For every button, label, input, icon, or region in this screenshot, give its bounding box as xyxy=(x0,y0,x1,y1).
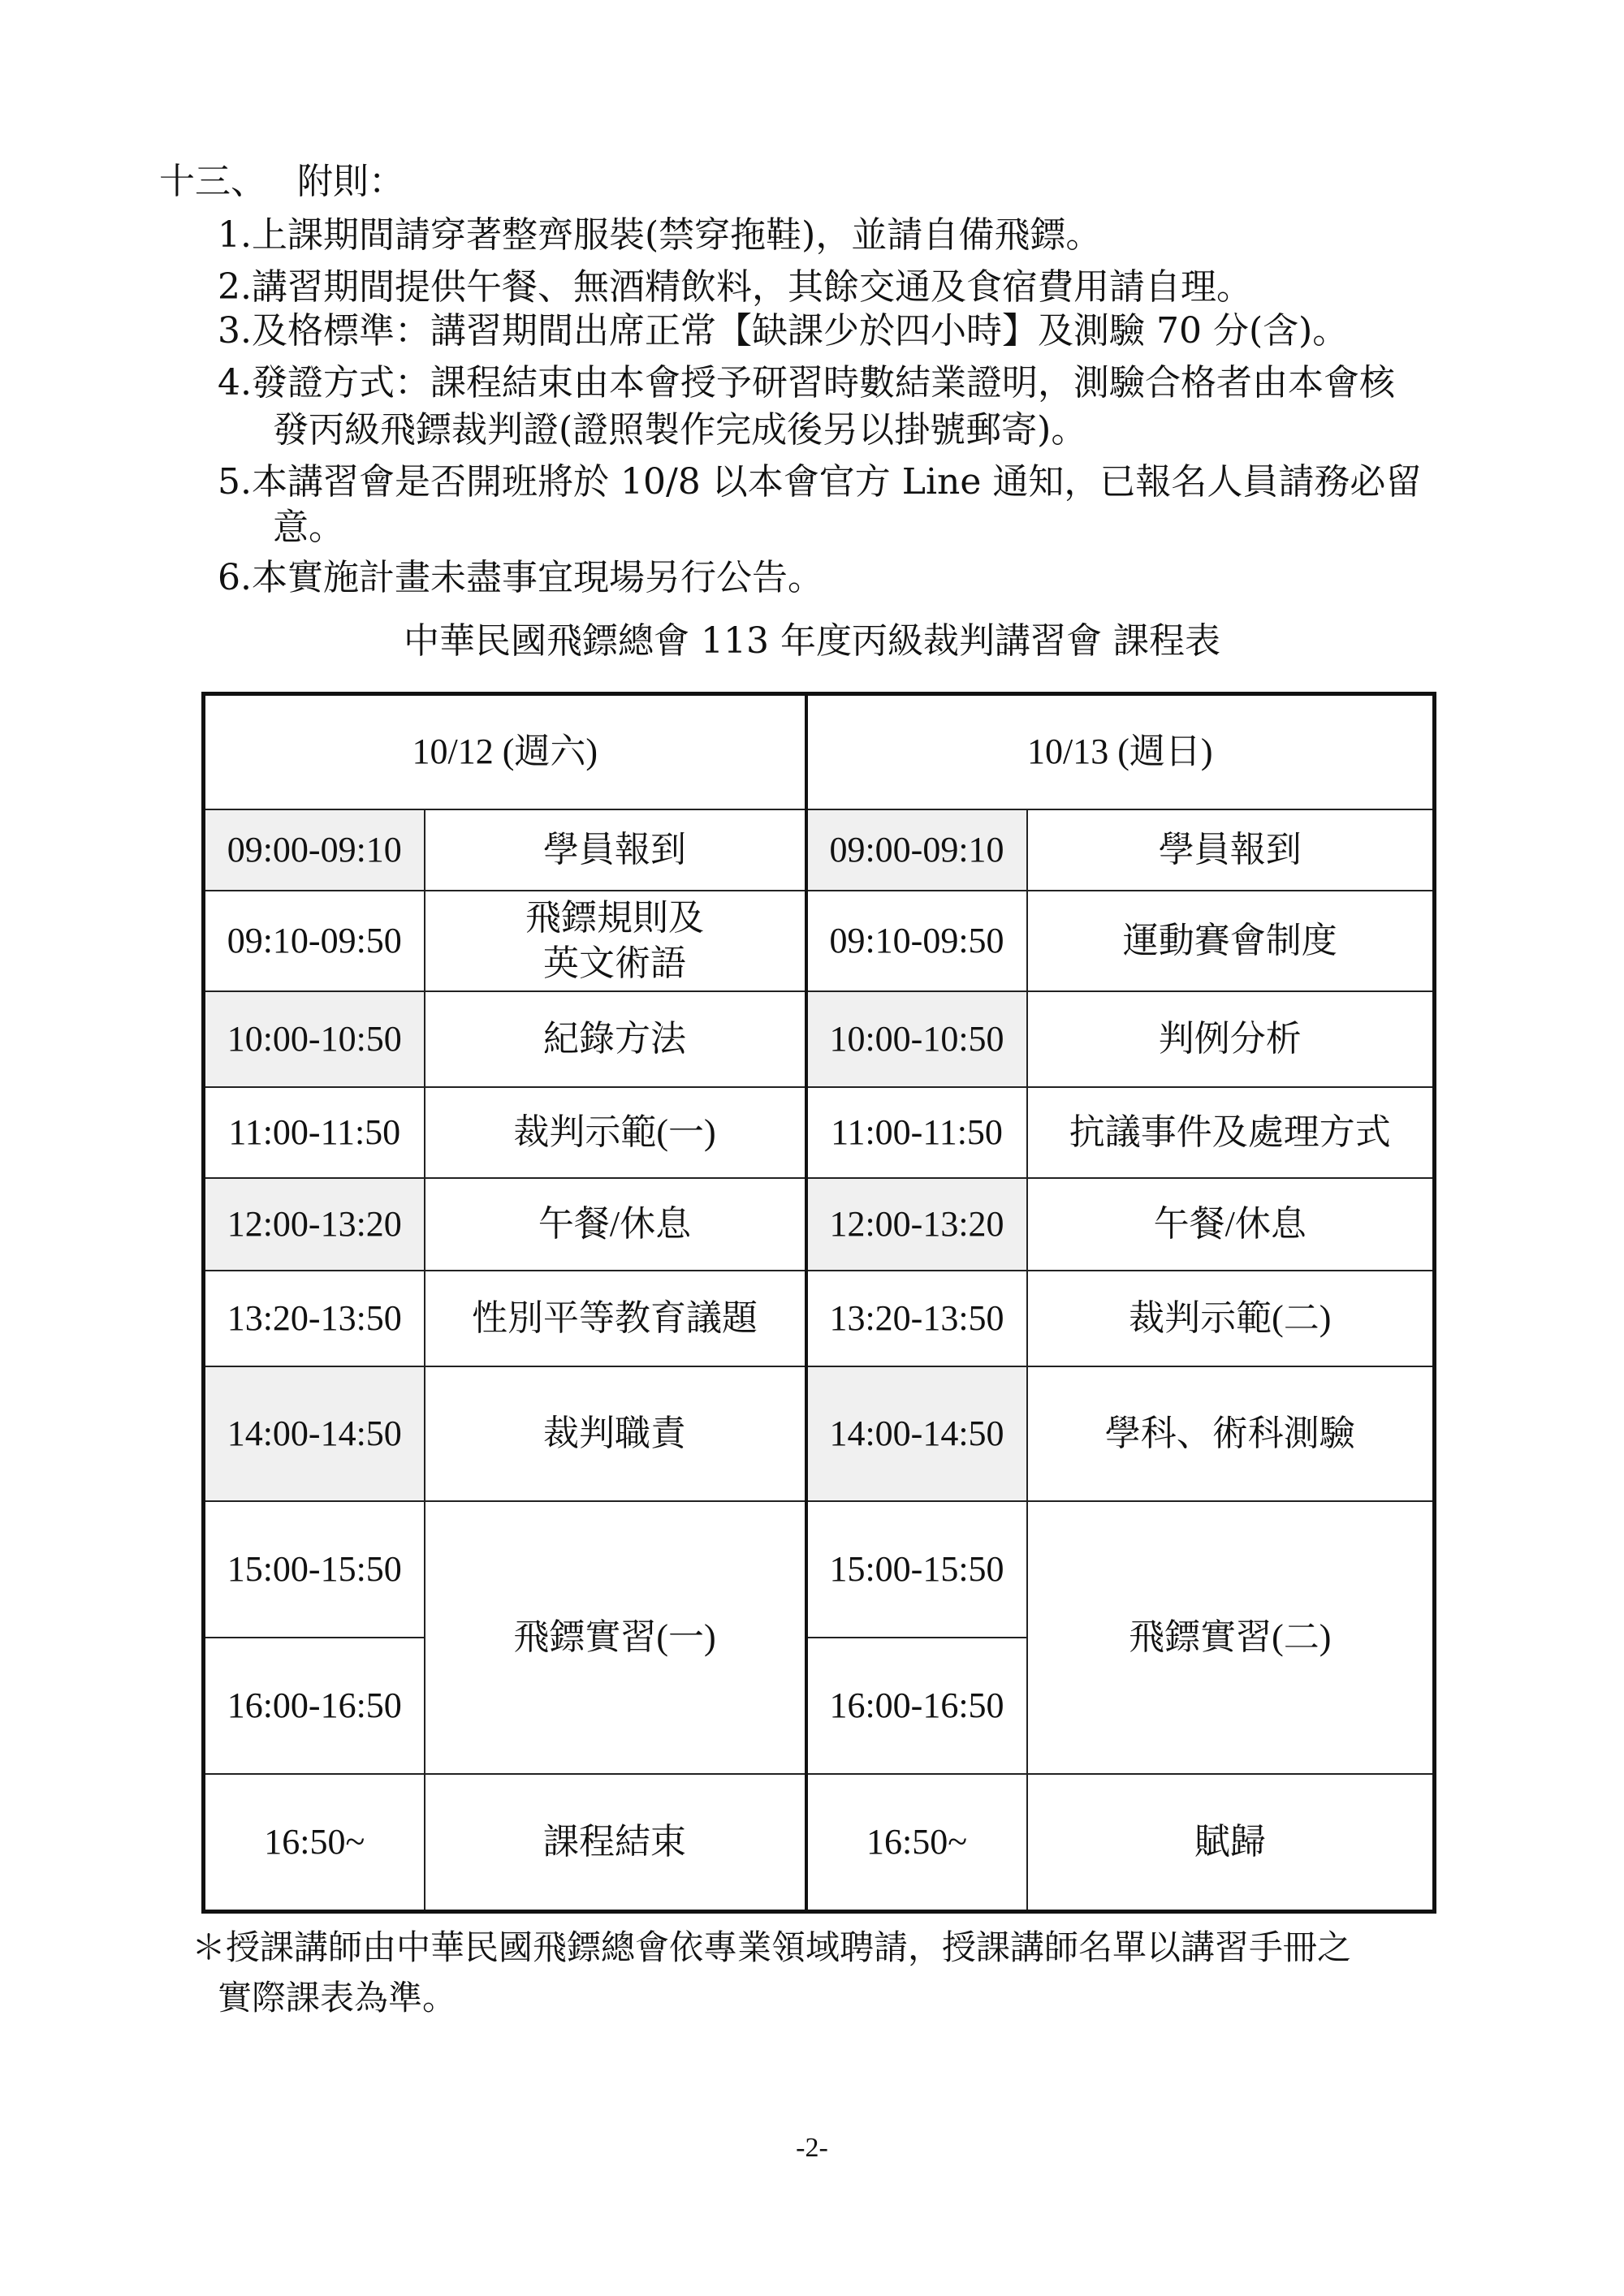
course-cell: 裁判示範(二) xyxy=(1027,1271,1435,1366)
item-number: 4. xyxy=(218,362,252,404)
course-cell: 學科、術科測驗 xyxy=(1027,1366,1435,1501)
course-cell xyxy=(425,891,806,991)
course-cell: 裁判職責 xyxy=(425,1366,806,1501)
time-cell: 09:10-09:50 xyxy=(204,891,425,991)
schedule-table xyxy=(201,692,1436,1914)
item-continuation: 發丙級飛鏢裁判證(證照製作完成後另以掛號郵寄)。 xyxy=(273,409,1087,451)
time-cell: 15:00-15:50 xyxy=(806,1501,1027,1638)
course-cell: 飛鏢實習(二) xyxy=(1027,1501,1435,1774)
item-number: 2. xyxy=(218,266,252,308)
table-header-row xyxy=(204,694,1435,809)
table-row xyxy=(204,1774,1435,1912)
course-cell: 賦歸 xyxy=(1027,1774,1435,1912)
time-cell: 11:00-11:50 xyxy=(806,1087,1027,1178)
list-item xyxy=(218,552,1484,604)
course-cell: 午餐/休息 xyxy=(1027,1178,1435,1271)
page-number: -2- xyxy=(796,2133,828,2163)
time-cell: 12:00-13:20 xyxy=(204,1178,425,1271)
time-cell: 11:00-11:50 xyxy=(204,1087,425,1178)
item-number: 1. xyxy=(218,214,252,256)
time-cell: 09:10-09:50 xyxy=(806,891,1027,991)
footnote xyxy=(192,1923,1351,2023)
table-row xyxy=(204,891,1435,991)
time-cell: 13:20-13:50 xyxy=(806,1271,1027,1366)
table-row xyxy=(204,991,1435,1087)
table-row xyxy=(204,1087,1435,1178)
section-title: 附則： xyxy=(297,161,404,202)
list-item xyxy=(218,456,1484,508)
course-cell: 午餐/休息 xyxy=(425,1178,806,1271)
time-cell: 16:00-16:50 xyxy=(204,1638,425,1774)
table-row xyxy=(204,1501,1435,1638)
course-cell: 學員報到 xyxy=(1027,809,1435,891)
day2-header: 10/13 (週日) xyxy=(806,694,1435,809)
section-heading xyxy=(159,159,404,205)
table-row xyxy=(204,1178,1435,1271)
time-cell: 16:50~ xyxy=(806,1774,1027,1912)
item-text: 本講習會是否開班將於 10/8 以本會官方 Line 通知，已報名人員請務必留 xyxy=(251,461,1422,503)
course-cell: 抗議事件及處理方式 xyxy=(1027,1087,1435,1178)
section-number: 十三、 xyxy=(159,161,266,202)
time-cell: 13:20-13:50 xyxy=(204,1271,425,1366)
item-text: 及格標準：講習期間出席正常【缺課少於四小時】及測驗 70 分(含)。 xyxy=(251,310,1349,352)
time-cell: 09:00-09:10 xyxy=(806,809,1027,891)
list-item xyxy=(218,305,1484,357)
list-item xyxy=(218,209,1484,261)
item-continuation: 意。 xyxy=(273,507,344,548)
footnote-line: ＊授課講師由中華民國飛鏢總會依專業領域聘請，授課講師名單以講習手冊之 xyxy=(192,1927,1352,1967)
course-cell: 課程結束 xyxy=(425,1774,806,1912)
time-cell: 09:00-09:10 xyxy=(204,809,425,891)
time-cell: 16:50~ xyxy=(204,1774,425,1912)
course-cell: 學員報到 xyxy=(425,809,806,891)
time-cell: 12:00-13:20 xyxy=(806,1178,1027,1271)
course-line: 飛鏢規則及 xyxy=(525,897,704,938)
day1-header: 10/12 (週六) xyxy=(204,694,806,809)
time-cell: 15:00-15:50 xyxy=(204,1501,425,1638)
course-cell: 運動賽會制度 xyxy=(1027,891,1435,991)
course-cell: 判例分析 xyxy=(1027,991,1435,1087)
course-cell: 裁判示範(一) xyxy=(425,1087,806,1178)
item-number: 3. xyxy=(218,310,252,352)
item-text: 本實施計畫未盡事宜現場另行公告。 xyxy=(251,557,823,598)
footnote-line: 實際課表為準。 xyxy=(218,1978,457,2018)
time-cell: 14:00-14:50 xyxy=(806,1366,1027,1501)
course-cell: 飛鏢實習(一) xyxy=(425,1501,806,1774)
item-number: 6. xyxy=(218,557,252,598)
schedule-title: 中華民國飛鏢總會 113 年度丙級裁判講習會 課程表 xyxy=(404,620,1220,662)
course-line: 英文術語 xyxy=(543,943,686,983)
course-cell: 紀錄方法 xyxy=(425,991,806,1087)
item-number: 5. xyxy=(218,461,252,503)
course-cell: 性別平等教育議題 xyxy=(425,1271,806,1366)
time-cell: 16:00-16:50 xyxy=(806,1638,1027,1774)
time-cell: 10:00-10:50 xyxy=(806,991,1027,1087)
item-text: 發證方式：課程結束由本會授予研習時數結業證明，測驗合格者由本會核 xyxy=(251,362,1395,404)
table-row xyxy=(204,809,1435,891)
table-row xyxy=(204,1271,1435,1366)
list-item xyxy=(218,357,1484,409)
time-cell: 14:00-14:50 xyxy=(204,1366,425,1501)
item-text: 講習期間提供午餐、無酒精飲料，其餘交通及食宿費用請自理。 xyxy=(251,266,1252,308)
time-cell: 10:00-10:50 xyxy=(204,991,425,1087)
table-row xyxy=(204,1366,1435,1501)
item-text: 上課期間請穿著整齊服裝(禁穿拖鞋)，並請自備飛鏢。 xyxy=(251,214,1102,256)
